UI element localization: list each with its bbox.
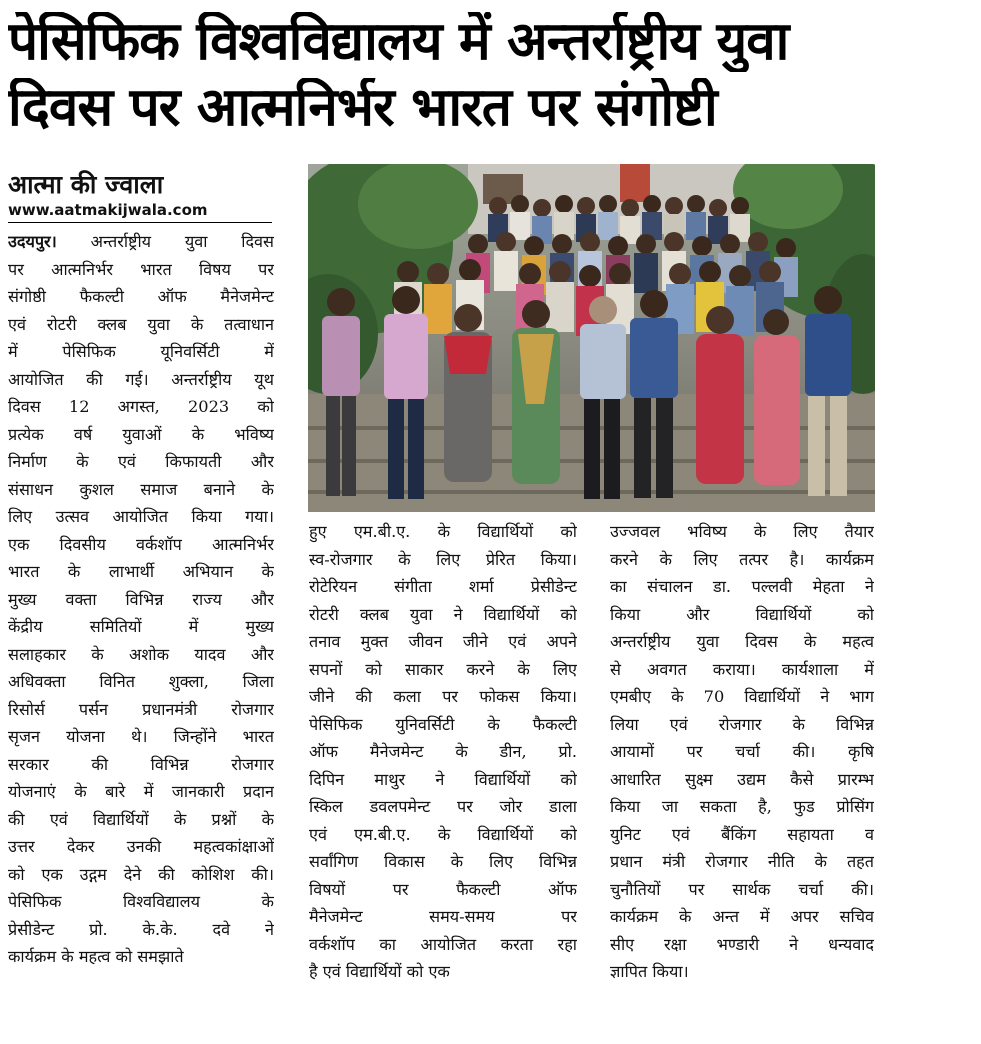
headline-line-2: दिवस पर आत्मनिर्भर भारत पर संगोष्टी xyxy=(8,78,717,138)
article-line: आधारित सुक्ष्म उद्यम कैसे प्रारम्भ xyxy=(610,769,874,789)
article-line: तनाव मुक्त जीवन जीने एवं अपने xyxy=(309,632,577,651)
article-line: एमबीए के 70 विद्यार्थियों ने भाग xyxy=(610,687,874,706)
article-line: संगोष्ठी फैकल्टी ऑफ मैनेजमेन्ट xyxy=(8,287,274,306)
article-line: सर्वांगिण विकास के लिए विभिन्न xyxy=(309,852,577,871)
article-column-2 xyxy=(309,518,577,986)
article-line: योजनाएं के बारे में जानकारी प्रदान xyxy=(8,782,274,801)
article-line: दिपिन माथुर ने विद्यार्थियों को xyxy=(309,769,577,789)
article-line: की एवं विद्यार्थियों के प्रश्नों के xyxy=(8,809,274,829)
article-line: पेसिफिक युनिवर्सिटी के फैकल्टी xyxy=(309,714,577,734)
article-line: ऑफ मैनेजमेन्ट के डीन, प्रो. xyxy=(309,742,577,761)
article-line: स्किल डवलपमेन्ट पर जोर डाला xyxy=(309,797,577,816)
headline-line-1: पेसिफिक विश्वविद्यालय में अन्तर्राष्ट्रीय युवा xyxy=(8,12,789,72)
article-line: सलाहकार के अशोक यादव और xyxy=(8,644,274,664)
article-line: वर्कशॉप का आयोजित करता रहा xyxy=(309,934,577,954)
article-line: प्रधान मंत्री रोजगार नीति के तहत xyxy=(610,852,874,871)
article-line: लिए उत्सव आयोजित किया गया। xyxy=(8,507,274,526)
newspaper-name: आत्मा की ज्वाला xyxy=(8,170,164,199)
article-line: कार्यक्रम के अन्त में अपर सचिव xyxy=(610,907,874,926)
article-line: मैनेजमेन्ट समय-समय पर xyxy=(309,907,577,926)
article-line: सरकार की विभिन्न रोजगार xyxy=(8,754,274,774)
article-line: रोटरी क्लब युवा ने विद्यार्थियों को xyxy=(309,604,577,624)
group-photo xyxy=(308,164,875,512)
article-line: पर आत्मनिर्भर भारत विषय पर xyxy=(8,259,274,279)
article-line: मुख्य वक्ता विभिन्न राज्य और xyxy=(8,589,274,609)
article-line: उज्जवल भविष्य के लिए तैयार xyxy=(610,522,874,541)
article-line: भारत के लाभार्थी अभियान के xyxy=(8,562,274,581)
article-line: है एवं विद्यार्थियों को एक xyxy=(309,962,450,981)
article-line: का संचालन डा. पल्लवी मेहता ने xyxy=(610,577,874,596)
article-line: उत्तर देकर उनकी महत्वकांक्षाओं xyxy=(8,837,274,856)
article-line: करने के लिए तत्पर है। कार्यक्रम xyxy=(610,549,874,569)
article-line: से अवगत कराया। कार्यशाला में xyxy=(610,659,874,679)
article-line: किया और विद्यार्थियों को xyxy=(610,604,874,624)
article-line: सृजन योजना थे। जिन्होंने भारत xyxy=(8,727,274,746)
newspaper-url: www.aatmakijwala.com xyxy=(8,201,208,219)
article-line: अधिवक्ता विनित शुक्ला, जिला xyxy=(8,672,274,691)
article-line: किया जा सकता है, फुड प्रोसिंग xyxy=(610,797,874,816)
article-line: प्रत्येक वर्ष युवाओं के भविष्य xyxy=(8,424,274,444)
article-line: को एक उद्गम देने की कोशिश की। xyxy=(8,864,274,884)
article-line: जीने की कला पर फोकस किया। xyxy=(309,687,577,706)
article-line: अन्तर्राष्ट्रीय युवा दिवस के महत्व xyxy=(610,632,874,651)
masthead-divider xyxy=(8,222,272,223)
masthead xyxy=(8,170,272,223)
article-line: में पेसिफिक यूनिवर्सिटी में xyxy=(8,342,274,361)
article-line: दिवस 12 अगस्त, 2023 को xyxy=(8,397,274,416)
article-line: आयोजित की गई। अन्तर्राष्ट्रीय यूथ xyxy=(8,369,274,389)
article-line: रोटेरियन संगीता शर्मा प्रेसीडेन्ट xyxy=(309,577,577,596)
article-line: लिया एवं रोजगार के विभिन्न xyxy=(610,714,874,734)
article-line: आयामों पर चर्चा की। कृषि xyxy=(610,742,874,761)
article-line: प्रेसीडेन्ट प्रो. के.के. दवे ने xyxy=(8,919,274,939)
article-line: पेसिफिक विश्वविद्यालय के xyxy=(8,892,274,911)
article-line: चुनौतियों पर सार्थक चर्चा की। xyxy=(610,879,874,899)
article-column-3 xyxy=(610,518,874,986)
article-column-1 xyxy=(8,228,274,971)
article-line: युनिट एवं बैंकिंग सहायता व xyxy=(610,824,874,844)
article-line: कार्यक्रम के महत्व को समझाते xyxy=(8,947,184,966)
article-line: निर्माण के एवं किफायती और xyxy=(8,452,274,471)
article-line: ज्ञापित किया। xyxy=(610,962,689,981)
article-line: एवं रोटरी क्लब युवा के तत्वाधान xyxy=(8,314,274,334)
article-line: रिसोर्स पर्सन प्रधानमंत्री रोजगार xyxy=(8,699,274,719)
article-line: संसाधन कुशल समाज बनाने के xyxy=(8,479,274,499)
article-line: एवं एम.बी.ए. के विद्यार्थियों को xyxy=(309,824,577,844)
article-line: हुए एम.बी.ए. के विद्यार्थियों को xyxy=(309,522,577,541)
article-line: एक दिवसीय वर्कशॉप आत्मनिर्भर xyxy=(8,534,274,554)
dateline: उदयपुर। xyxy=(8,232,57,251)
article-line: केंद्रीय समितियों में मुख्य xyxy=(8,617,274,636)
article-line: विषयों पर फैकल्टी ऑफ xyxy=(309,879,577,899)
article-line: सीए रक्षा भण्डारी ने धन्यवाद xyxy=(610,934,874,954)
article-line-text: अन्तर्राष्ट्रीय युवा दिवस xyxy=(56,232,274,251)
article-line xyxy=(8,228,274,256)
article-line: स्व-रोजगार के लिए प्रेरित किया। xyxy=(309,549,577,569)
article-line: सपनों को साकार करने के लिए xyxy=(309,659,577,679)
